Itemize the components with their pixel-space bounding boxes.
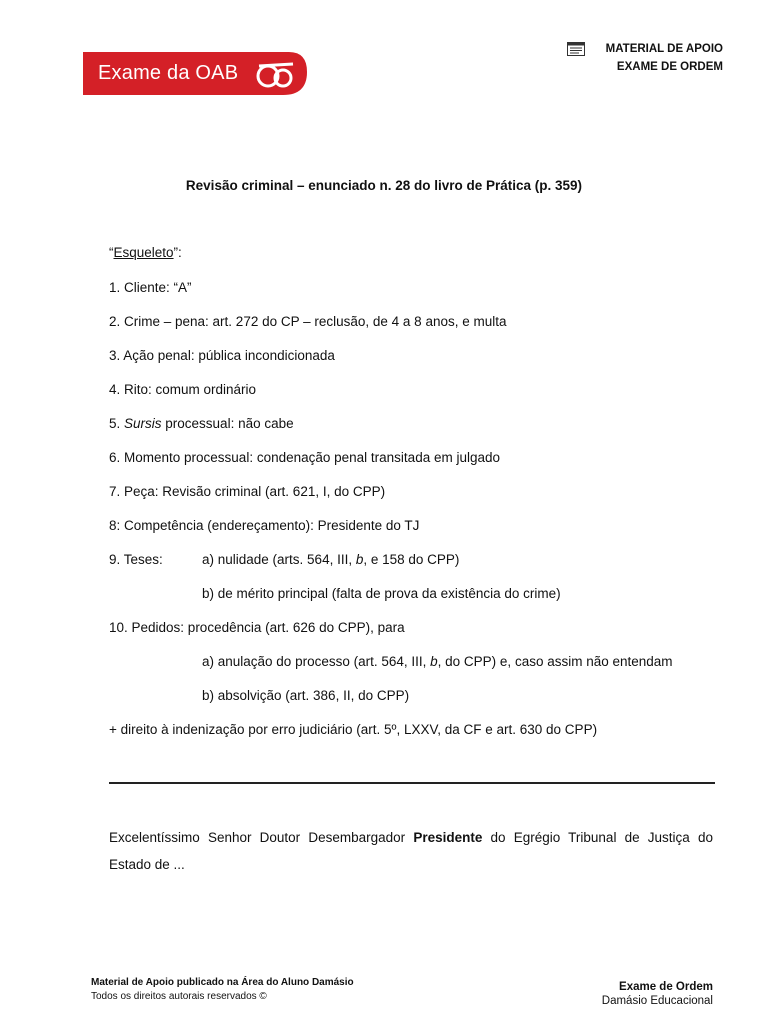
address-paragraph [109, 824, 713, 878]
list-item-indemnity: + direito à indenização por erro judiciário (art. 5º, LXXV, da CF e art. 630 do CPP) [109, 722, 598, 737]
request-a-pre: a) anulação do processo (art. 564, III, [202, 654, 431, 669]
thesis-a-italic: b [355, 552, 364, 567]
address-bold: Presidente [413, 830, 483, 845]
request-a-italic: b [430, 654, 438, 669]
skeleton-label: Esqueleto [113, 245, 174, 260]
thesis-a-pre: a) nulidade (arts. 564, III, [202, 552, 356, 567]
list-item-crime: 2. Crime – pena: art. 272 do CP – reclusão, de 4 a 8 anos, e multa [109, 314, 507, 329]
section-divider [109, 782, 715, 784]
list-item-penal-action: 3. Ação penal: pública incondicionada [109, 348, 335, 363]
sursis-number: 5. [109, 416, 125, 431]
document-icon [567, 42, 585, 56]
header-material-label [606, 40, 723, 76]
footer-left-line-2: Todos os direitos autorais reservados © [91, 991, 267, 1002]
close-quote: ”: [173, 245, 182, 260]
header-line-2: EXAME DE ORDEM [616, 61, 723, 73]
list-item-theses-label: 9. Teses: [109, 552, 163, 567]
skeleton-heading [109, 245, 182, 260]
open-quote: “ [109, 245, 114, 260]
list-item-thesis-b: b) de mérito principal (falta de prova da existência do crime) [202, 586, 561, 601]
list-item-request-b: b) absolvição (art. 386, II, do CPP) [202, 688, 410, 703]
list-item-requests: 10. Pedidos: procedência (art. 626 do CPP), para [109, 620, 405, 635]
address-post: do Egrégio Tribunal de Justiça do Estado de ... [109, 830, 714, 872]
thesis-a-post: , e 158 do CPP) [363, 552, 460, 567]
list-item-piece: 7. Peça: Revisão criminal (art. 621, I, do CPP) [109, 484, 386, 499]
header-line-1: MATERIAL DE APOIO [605, 43, 723, 55]
footer-copyright [91, 976, 354, 1004]
oab-logo [83, 52, 307, 95]
request-a-post: , do CPP) e, caso assim não entendam [437, 654, 673, 669]
footer-right-line-1: Exame de Ordem [619, 981, 713, 993]
list-item-procedural-moment: 6. Momento processual: condenação penal transitada em julgado [109, 450, 500, 465]
list-item-client: 1. Cliente: “A” [109, 280, 192, 295]
footer-brand [602, 980, 713, 1008]
footer-right-line-2: Damásio Educacional [601, 995, 713, 1007]
list-item-rite: 4. Rito: comum ordinário [109, 382, 257, 397]
footer-left-line-1: Material de Apoio publicado na Área do Aluno Damásio [91, 977, 354, 988]
sursis-rest: processual: não cabe [161, 416, 294, 431]
page-title: Revisão criminal – enunciado n. 28 do livro de Prática (p. 359) [185, 178, 583, 193]
logo-text: Exame da OAB [98, 62, 239, 84]
list-item-competence: 8: Competência (endereçamento): Presidente do TJ [109, 518, 420, 533]
list-item-sursis [109, 416, 294, 431]
sursis-term: Sursis [124, 416, 162, 431]
list-item-request-a [202, 654, 673, 669]
list-item-thesis-a [202, 552, 459, 567]
address-pre: Excelentíssimo Senhor Doutor Desembargador [109, 830, 414, 845]
